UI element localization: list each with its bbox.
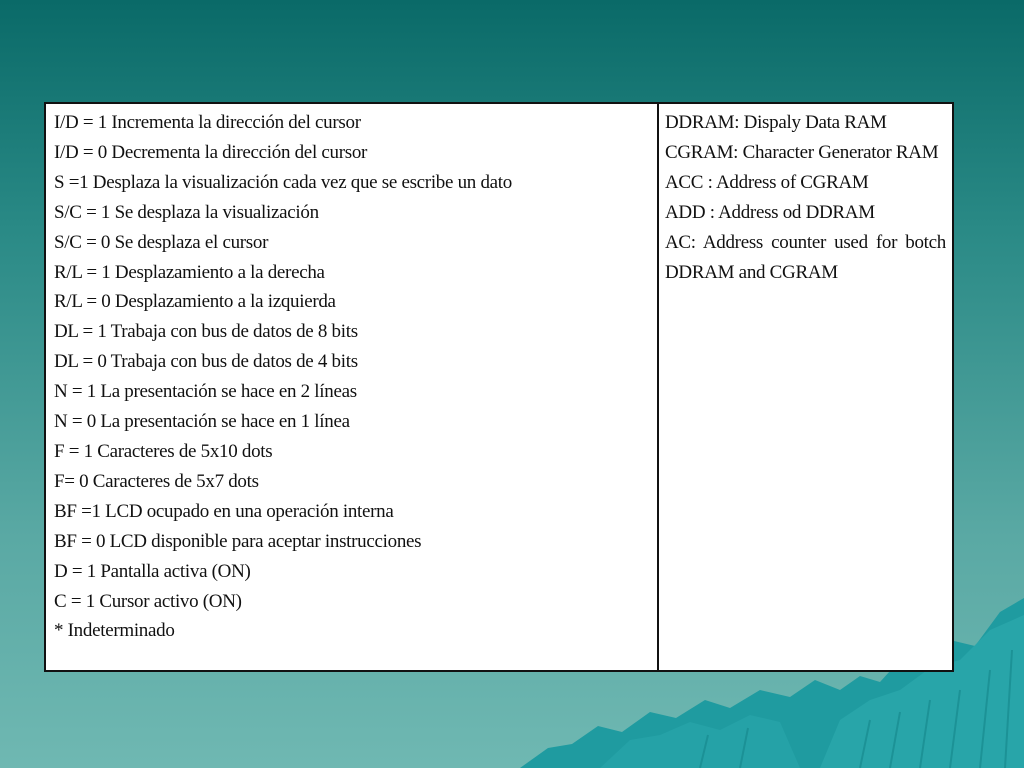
flag-line: DL = 1 Trabaja con bus de datos de 8 bits	[54, 321, 358, 343]
flag-line: S =1 Desplaza la visualización cada vez que se escribe un dato	[54, 171, 512, 193]
flag-line: BF = 0 LCD disponible para aceptar instrucciones	[54, 530, 422, 552]
flag-line: R/L = 0 Desplazamiento a la izquierda	[54, 291, 336, 313]
flag-line: * Indeterminado	[54, 620, 175, 642]
flags-column	[46, 104, 659, 670]
flag-line: N = 0 La presentación se hace en 1 línea	[54, 411, 350, 433]
definition-line: DDRAM: Dispaly Data RAM	[665, 112, 887, 133]
definition-line: DDRAM and CGRAM	[665, 261, 838, 283]
flag-line: F = 1 Caracteres de 5x10 dots	[54, 440, 273, 462]
flag-line: I/D = 1 Incrementa la dirección del cursor	[54, 112, 361, 133]
definition-line: CGRAM: Character Generator RAM	[665, 141, 939, 163]
definition-line: AC: Address counter used for botch	[665, 231, 946, 253]
flag-line: S/C = 1 Se desplaza la visualización	[54, 201, 319, 223]
flag-line: R/L = 1 Desplazamiento a la derecha	[54, 261, 325, 283]
definition-line: ACC : Address of CGRAM	[665, 171, 869, 193]
definitions-column	[659, 104, 952, 670]
flag-line: N = 1 La presentación se hace en 2 líneas	[54, 381, 357, 403]
flag-line: D = 1 Pantalla activa (ON)	[54, 560, 251, 582]
flag-line: F= 0 Caracteres de 5x7 dots	[54, 470, 259, 492]
flag-line: BF =1 LCD ocupado en una operación interna	[54, 500, 394, 522]
flag-line: S/C = 0 Se desplaza el cursor	[54, 231, 269, 253]
info-table	[44, 102, 954, 672]
flag-line: I/D = 0 Decrementa la dirección del cursor	[54, 141, 368, 163]
definition-line: ADD : Address od DDRAM	[665, 201, 875, 223]
flag-line: C = 1 Cursor activo (ON)	[54, 590, 242, 612]
flag-line: DL = 0 Trabaja con bus de datos de 4 bits	[54, 351, 358, 373]
